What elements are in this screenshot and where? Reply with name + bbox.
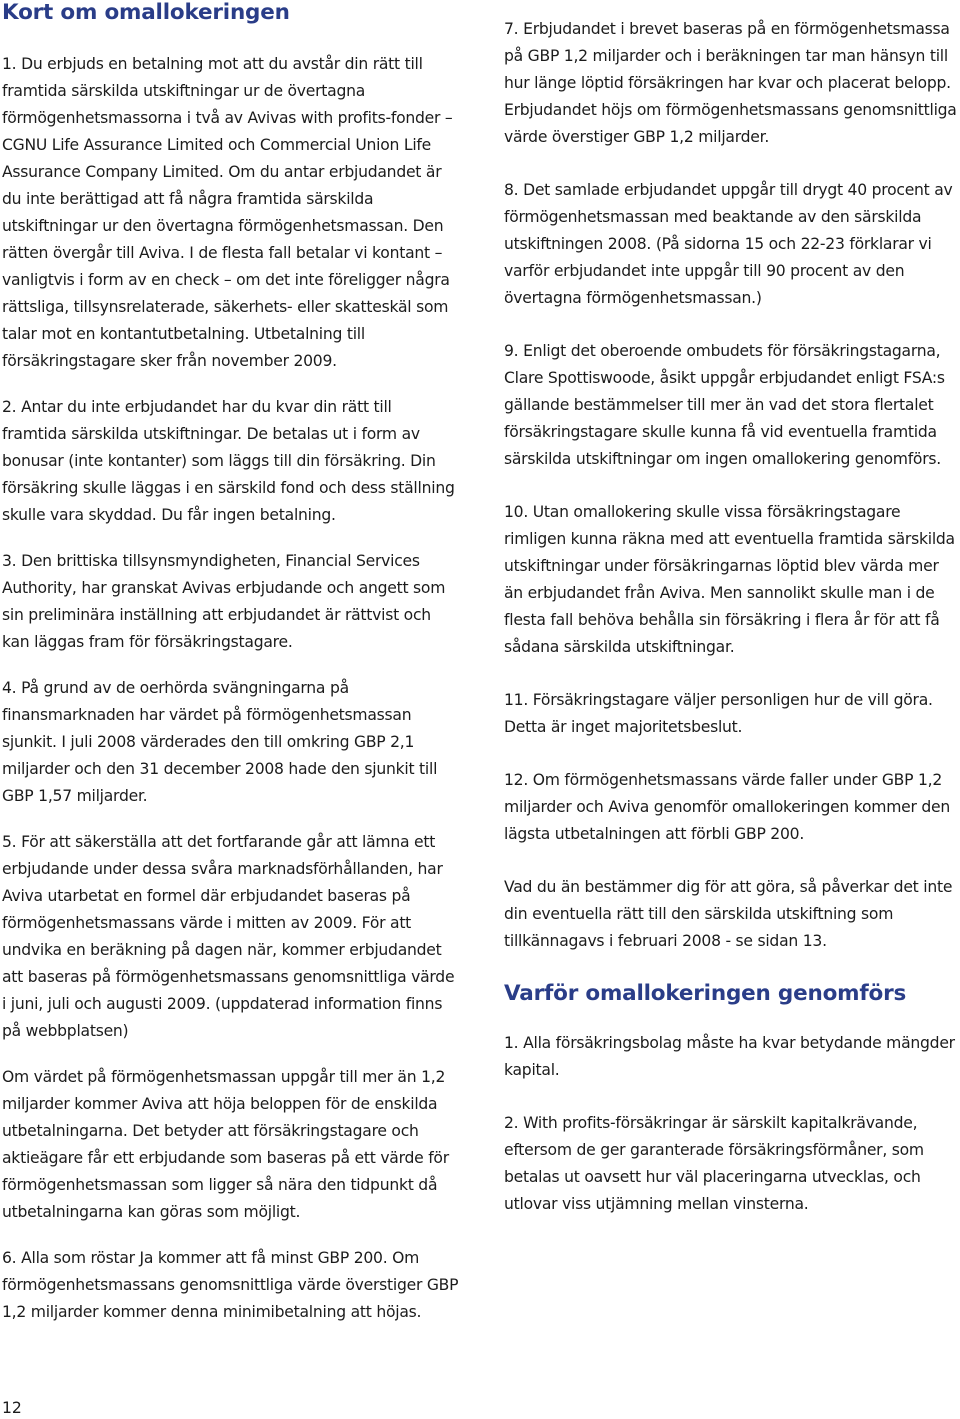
paragraph-5: 5. För att säkerställa att det fortfarande går att lämna ett erbjudande under dessa svåra marknadsförhållanden, har Aviva utarbetat en formel där erbjudandet baseras på förmögenhetsmassans värde i mitten av 2009. För att undvika en beräkning på dagen när, kommer erbjudandet att baseras på förmögenhetsmassans genomsnittliga värde i juni, juli och augusti 2009. (uppdaterad information finns på webbplatsen) — [2, 833, 455, 1040]
paragraph-11: 11. Försäkringstagare väljer personligen hur de vill göra. Detta är inget majoritetsbeslut. — [504, 691, 933, 736]
paragraph-2: 2. Antar du inte erbjudandet har du kvar din rätt till framtida särskilda utskiftningar. De betalas ut i form av bonusar (inte kontanter) som läggs till din försäkring. Din försäkring skulle läggas i en särskild fond och dess ställning skulle vara skyddad. Du får ingen betalning. — [2, 398, 455, 524]
section-heading-reasons: Varför omallokeringen genomförs — [504, 981, 907, 1006]
paragraph-1: 1. Du erbjuds en betalning mot att du avstår din rätt till framtida särskilda utskiftningar ur de övertagna förmögenhetsmassorna i två av Avivas with profits-fonder – CGNU Life Assurance Limited och Commercial Union Life Assurance Company Limited. Om du antar erbjudandet är du inte berättigad att få några framtida särskilda utskiftningar ur den övertagna förmögenhetsmassan. Den rätten övergår till Aviva. I de flesta fall betalar vi kontant – vanligtvis i form av en check – om det inte föreligger några rättsliga, tillsynsrelaterade, säkerhets- eller skatteskäl som talar mot en kontantutbetalning. Utbetalning till försäkringstagare sker från november 2009. — [2, 55, 453, 370]
right-column — [504, 0, 960, 1244]
paragraph-5-continued: Om värdet på förmögenhetsmassan uppgår till mer än 1,2 miljarder kommer Aviva att höja beloppen för de enskilda utbetalningarna. Det betyder att försäkringstagare och aktieägare får ett erbjudande som baseras på ett värde för förmögenhetsmassan som ligger så nära den tidpunkt då utbetalningarna kan göras som möjligt. — [2, 1068, 449, 1221]
paragraph-3: 3. Den brittiska tillsynsmyndigheten, Financial Services Authority, har granskat Avivas erbjudande och angett som sin preliminära inställning att erbjudandet är rättvist och kan läggas fram för försäkringstagare. — [2, 552, 446, 651]
paragraph-7: 7. Erbjudandet i brevet baseras på en förmögenhetsmassa på GBP 1,2 miljarder och i beräkningen tar man hänsyn till hur länge löptid försäkringen har kvar och placerat belopp. Erbjudandet höjs om förmögenhetsmassans genomsnittliga värde överstiger GBP 1,2 miljarder. — [504, 20, 957, 146]
section-heading-summary: Kort om omallokeringen — [2, 0, 290, 25]
reason-2: 2. With profits-försäkringar är särskilt kapitalkrävande, eftersom de ger garanterade försäkringsförmåner, som betalas ut oavsett hur väl placeringarna utvecklas, och utlovar viss utjämning mellan vinsterna. — [504, 1114, 924, 1213]
left-column — [2, 0, 460, 1345]
paragraph-6: 6. Alla som röstar Ja kommer att få minst GBP 200. Om förmögenhetsmassans genomsnittliga värde överstiger GBP 1,2 miljarder kommer denna minimibetalning att höjas. — [2, 1249, 459, 1321]
reason-1: 1. Alla försäkringsbolag måste ha kvar betydande mängder kapital. — [504, 1034, 955, 1079]
paragraph-4: 4. På grund av de oerhörda svängningarna på finansmarknaden har värdet på förmögenhetsmassan sjunkit. I juli 2008 värderades den till omkring GBP 2,1 miljarder och den 31 december 2008 hade den sjunkit till GBP 1,57 miljarder. — [2, 679, 438, 805]
paragraph-10: 10. Utan omallokering skulle vissa försäkringstagare rimligen kunna räkna med att eventuella framtida särskilda utskiftningar under försäkringarnas löptid blev värda mer än erbjudandet från Aviva. Men sannolikt skulle man i de flesta fall behöva behålla sin försäkring i flera år för att få sådana särskilda utskiftningar. — [504, 503, 955, 656]
paragraph-closing-note: Vad du än bestämmer dig för att göra, så påverkar det inte din eventuella rätt till den särskilda utskiftning som tillkännagavs i februari 2008 - se sidan 13. — [504, 878, 953, 950]
page-number: 12 — [2, 1399, 22, 1417]
paragraph-9: 9. Enligt det oberoende ombudets för försäkringstagarna, Clare Spottiswoode, åsikt uppgår erbjudandet enligt FSA:s gällande bestämmelser till mer än vad det stora flertalet försäkringstagare skulle kunna få vid eventuella framtida särskilda utskiftningar om ingen omallokering genomförs. — [504, 342, 945, 468]
paragraph-8: 8. Det samlade erbjudandet uppgår till drygt 40 procent av förmögenhetsmassan med beaktande av den särskilda utskiftningen 2008. (På sidorna 15 och 22-23 förklarar vi varför erbjudandet inte uppgår till 90 procent av den övertagna förmögenhetsmassan.) — [504, 181, 953, 307]
paragraph-12: 12. Om förmögenhetsmassans värde faller under GBP 1,2 miljarder och Aviva genomför omallokeringen kommer den lägsta utbetalningen att förbli GBP 200. — [504, 771, 951, 843]
